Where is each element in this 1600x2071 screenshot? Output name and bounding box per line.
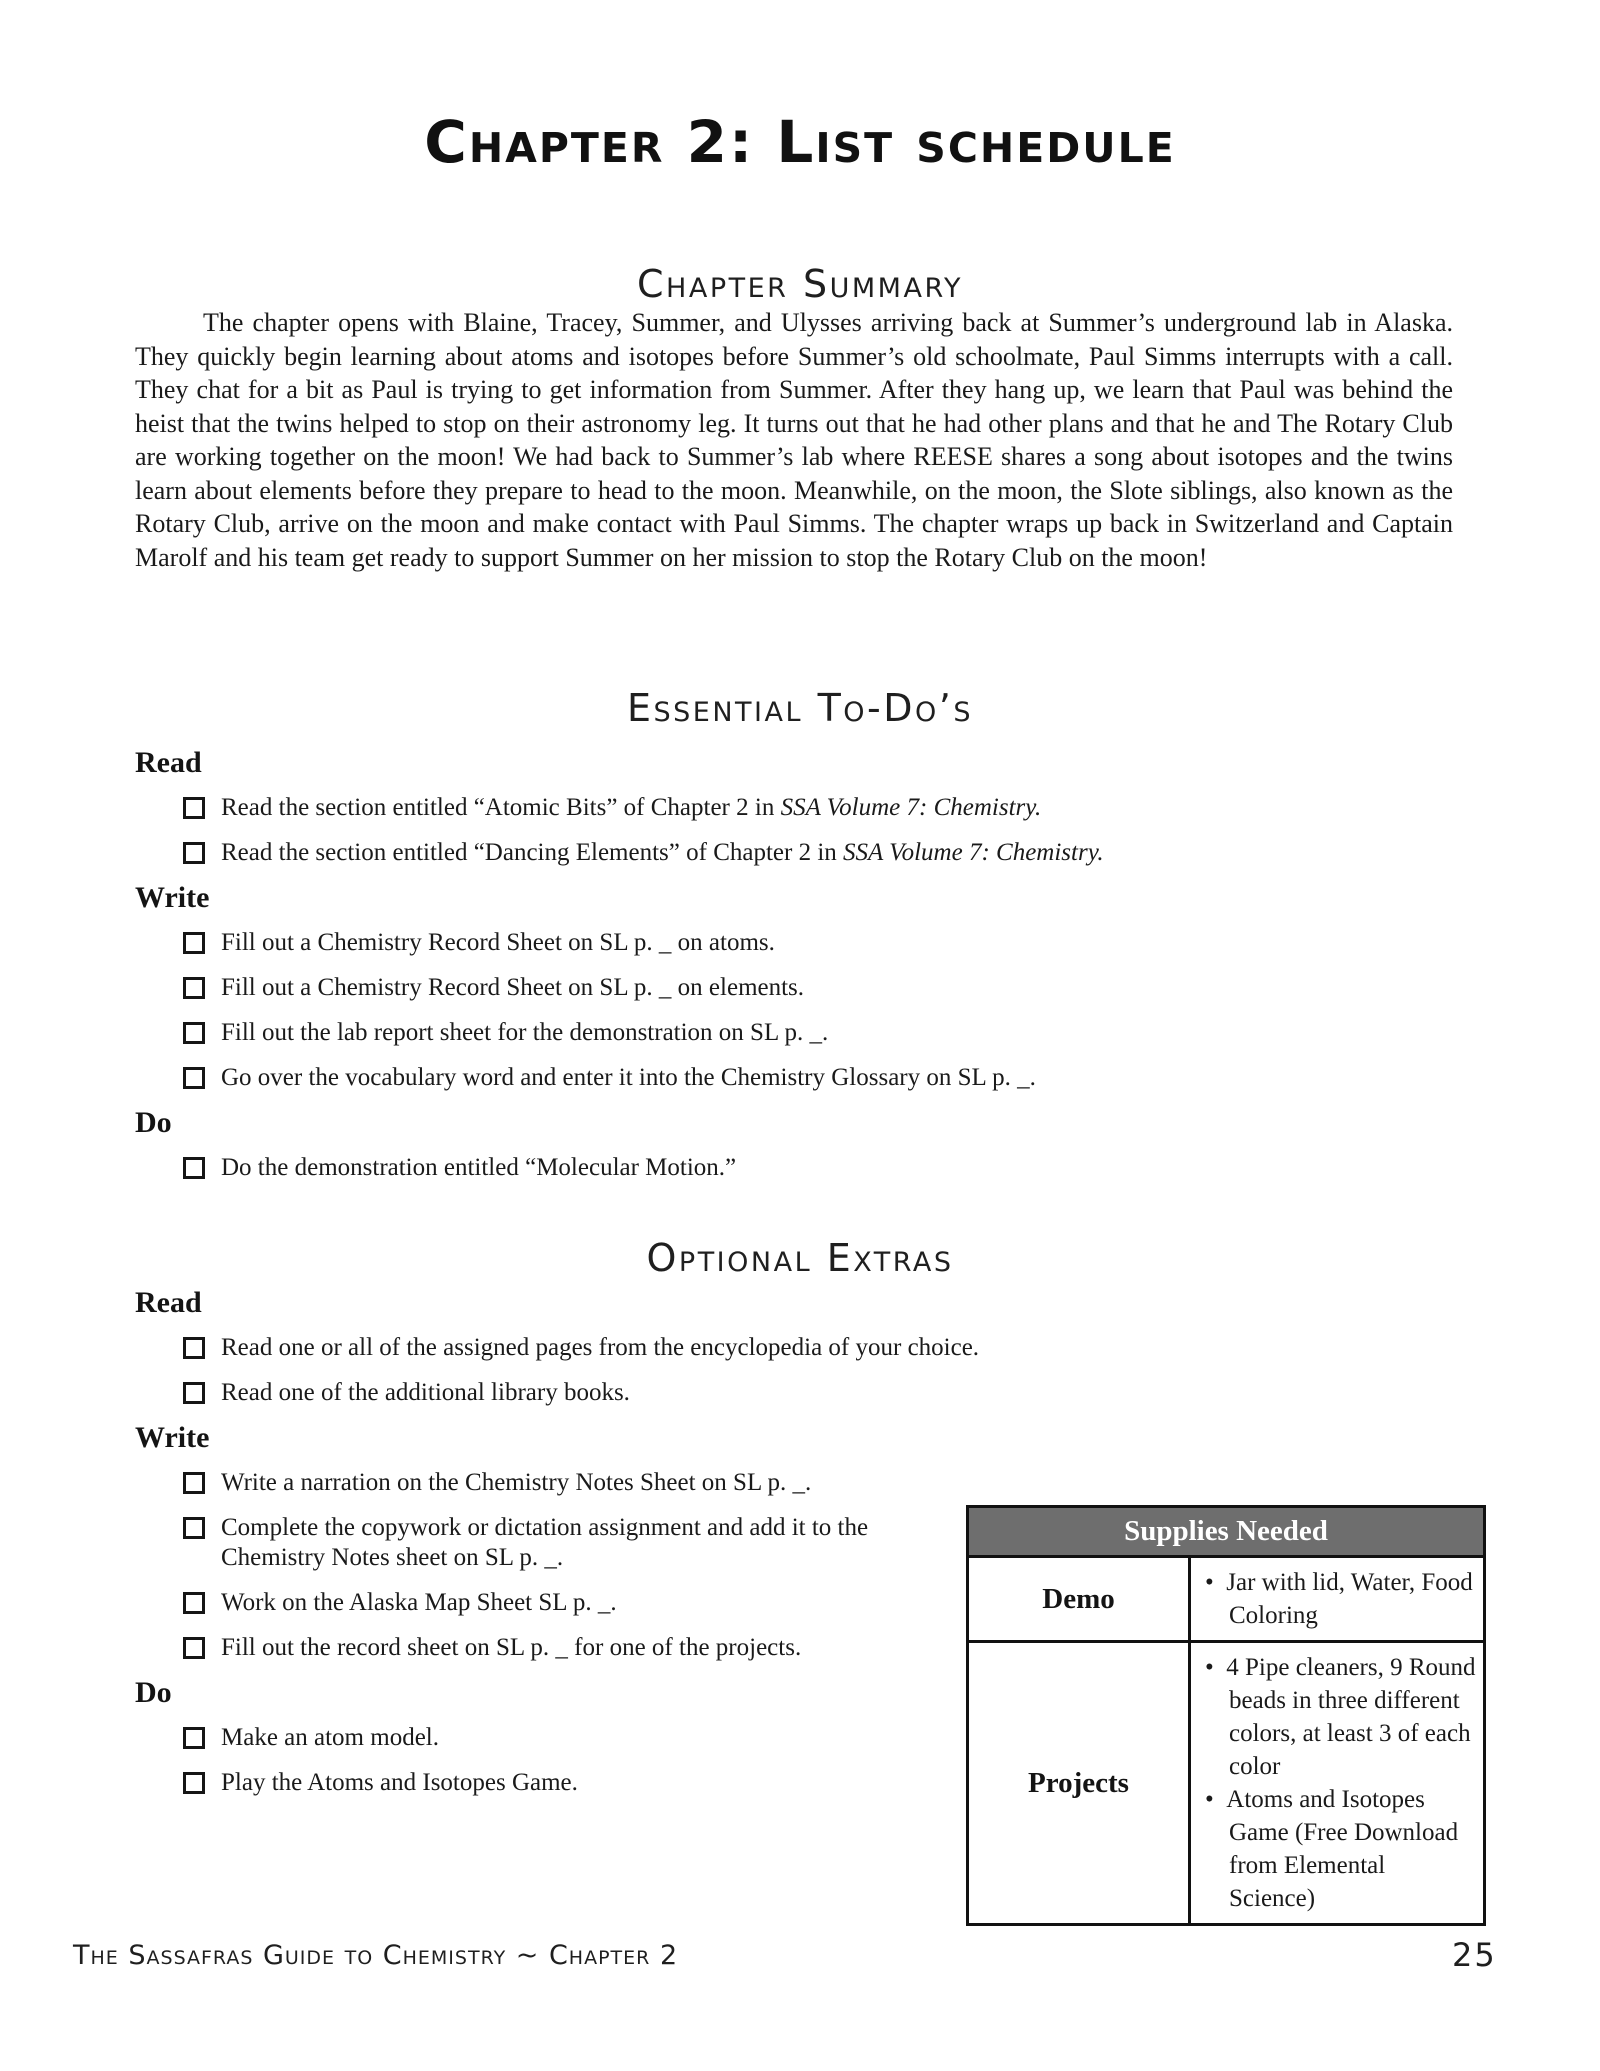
todo-checkbox[interactable] (183, 1772, 205, 1794)
todo-text: Work on the Alaska Map Sheet SL p. _. (221, 1589, 617, 1616)
supplies-bullet-list (1191, 1558, 1483, 1640)
todo-item (135, 928, 1465, 958)
todo-checkbox[interactable] (183, 932, 205, 954)
todo-text: Fill out a Chemistry Record Sheet on SL p. _ on elements. (221, 974, 805, 1001)
todo-checkbox[interactable] (183, 1337, 205, 1359)
supplies-bullet-list (1191, 1643, 1483, 1923)
essential-todos-heading: Essential To-Do’s (627, 686, 973, 730)
summary-paragraph: The chapter opens with Blaine, Tracey, Summer, and Ulysses arriving back at Summer’s underground lab in Alaska. They quickly begin learning about atoms and isotopes before Summer’s old schoolmate, Paul Simms interrupts with a call. They chat for a bit as Paul is trying to get information from Summer. After they hang up, we learn that Paul was behind the heist that the twins helped to stop on their astronomy leg. It turns out that he had other plans and that he and The Rotary Club are working together on the moon! We had back to Summer’s lab where REESE shares a song about isotopes and the twins learn about elements before they prepare to head to the moon. Meanwhile, on the moon, the Slote siblings, also known as the Rotary Club, arrive on the moon and make contact with Paul Simms. The chapter wraps up back in Switzerland and Captain Marolf and his team get ready to support Summer on her mission to stop the Rotary Club on the moon! (135, 308, 1453, 572)
todo-text: Read one of the additional library books. (221, 1379, 630, 1406)
supplies-row (969, 1640, 1483, 1923)
todo-text: Go over the vocabulary word and enter it into the Chemistry Glossary on SL p. _. (221, 1064, 1036, 1091)
todo-checkbox[interactable] (183, 977, 205, 999)
supplies-bullet: • 4 Pipe cleaners, 9 Round beads in three different colors, at least 3 of each color (1205, 1651, 1477, 1783)
supplies-row-label: Demo (969, 1558, 1191, 1640)
todo-text: Fill out a Chemistry Record Sheet on SL p. _ on atoms. (221, 929, 775, 956)
summary-heading: Chapter Summary (637, 262, 963, 306)
chapter-title: Chapter 2: List schedule (424, 108, 1176, 176)
todo-text: Do the demonstration entitled “Molecular Motion.” (221, 1154, 737, 1181)
group-label-read: Read (135, 746, 202, 779)
todo-text: Make an atom model. (221, 1724, 439, 1751)
todo-checkbox[interactable] (183, 1472, 205, 1494)
group-label-write: Write (135, 1421, 210, 1454)
supplies-bullet: • Jar with lid, Water, Food Coloring (1205, 1566, 1477, 1632)
todo-checkbox[interactable] (183, 797, 205, 819)
todo-text: Fill out the record sheet on SL p. _ for one of the projects. (221, 1634, 802, 1661)
todo-checkbox[interactable] (183, 1727, 205, 1749)
todo-text: Read one or all of the assigned pages from the encyclopedia of your choice. (221, 1334, 980, 1361)
group-label-read: Read (135, 1286, 202, 1319)
todo-text: Read the section entitled “Dancing Elements” of Chapter 2 in SSA Volume 7: Chemistry. (221, 839, 1104, 866)
supplies-table-header: Supplies Needed (969, 1508, 1483, 1558)
todo-item (135, 838, 1465, 868)
todo-text: Write a narration on the Chemistry Notes Sheet on SL p. _. (221, 1469, 812, 1496)
todo-checkbox[interactable] (183, 1157, 205, 1179)
optional-extras-heading: Optional Extras (646, 1236, 954, 1280)
group-label-do: Do (135, 1106, 172, 1139)
supplies-table-body (969, 1558, 1483, 1923)
page-number: 25 (1452, 1936, 1497, 1974)
todo-item (135, 1378, 1465, 1408)
todo-text: Fill out the lab report sheet for the demonstration on SL p. _. (221, 1019, 829, 1046)
todo-checkbox[interactable] (183, 842, 205, 864)
todo-text: Read the section entitled “Atomic Bits” of Chapter 2 in SSA Volume 7: Chemistry. (221, 794, 1042, 821)
group-label-do: Do (135, 1676, 172, 1709)
supplies-table (966, 1505, 1486, 1926)
todo-text: Complete the copywork or dictation assignment and add it to the Chemistry Notes sheet on SL p. _. (221, 1514, 869, 1571)
todo-checkbox[interactable] (183, 1022, 205, 1044)
todo-checkbox[interactable] (183, 1637, 205, 1659)
todo-item (135, 793, 1465, 823)
todo-item (135, 1018, 1465, 1048)
essential-todo-list (135, 748, 1465, 1198)
supplies-bullet: • Atoms and Isotopes Game (Free Download from Elemental Science) (1205, 1783, 1477, 1915)
todo-item (135, 1063, 1465, 1093)
todo-item (135, 973, 1465, 1003)
supplies-row-label: Projects (969, 1643, 1191, 1923)
todo-item (135, 1468, 1465, 1498)
todo-checkbox[interactable] (183, 1382, 205, 1404)
todo-checkbox[interactable] (183, 1517, 205, 1539)
todo-checkbox[interactable] (183, 1592, 205, 1614)
footer-book-title: The Sassafras Guide to Chemistry ~ Chapter 2 (73, 1940, 679, 1971)
todo-item (135, 1153, 1465, 1183)
group-label-write: Write (135, 881, 210, 914)
supplies-row (969, 1558, 1483, 1640)
todo-item (135, 1333, 1465, 1363)
todo-checkbox[interactable] (183, 1067, 205, 1089)
todo-text: Play the Atoms and Isotopes Game. (221, 1769, 578, 1796)
